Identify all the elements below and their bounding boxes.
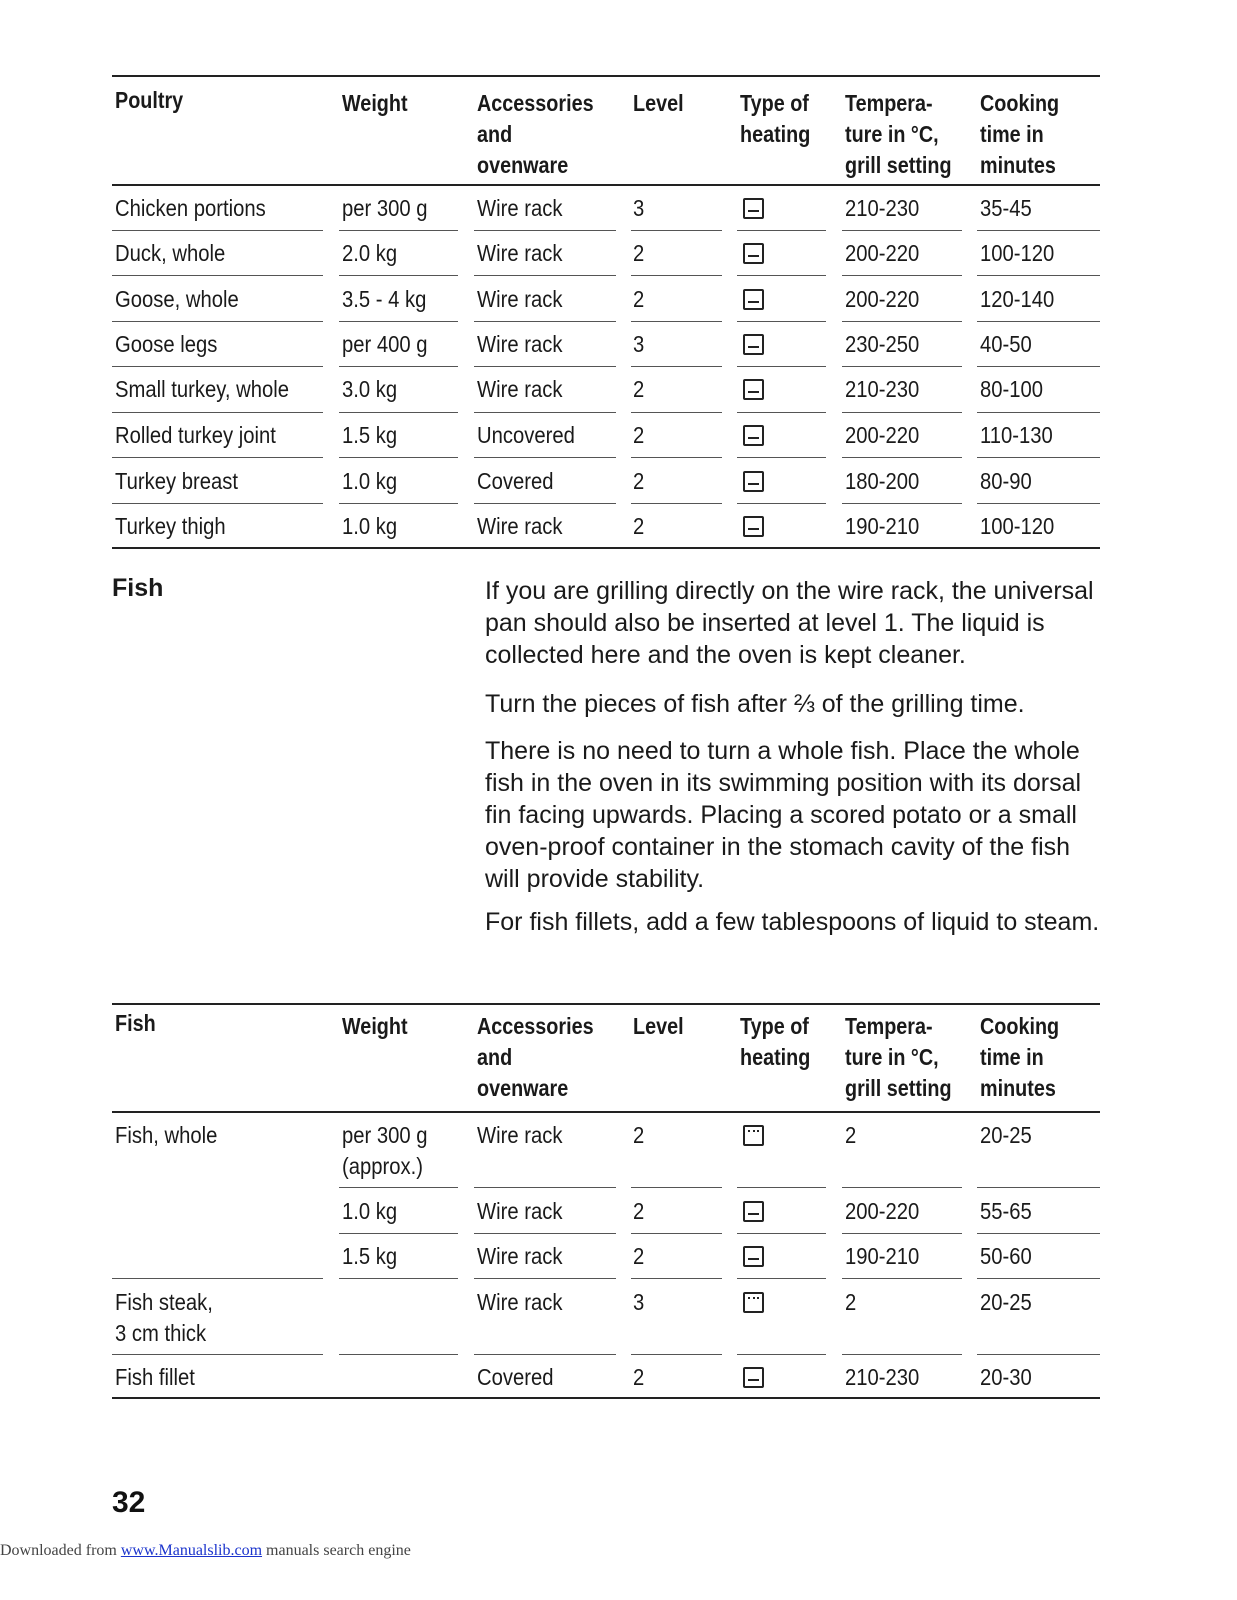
column-header-temperature: Tempera- ture in °C, grill setting	[845, 1013, 952, 1101]
cell-cooking-time: 55-65	[980, 1198, 1032, 1224]
header-bottom-rule	[112, 184, 1100, 186]
column-header-level: Level	[633, 90, 684, 116]
row-separator	[631, 1278, 722, 1279]
manualslib-link[interactable]: www.Manualslib.com	[120, 1542, 263, 1559]
row-separator	[474, 457, 616, 458]
row-separator	[631, 457, 722, 458]
top-bottom-heat-icon	[743, 1246, 764, 1267]
footer-prefix: Downloaded from	[0, 1542, 121, 1559]
row-separator	[842, 1354, 962, 1355]
row-separator	[339, 1354, 458, 1355]
cell-level: 2	[633, 240, 645, 266]
row-separator	[977, 503, 1100, 504]
top-bottom-heat-icon	[743, 198, 764, 219]
cell-temperature: 190-210	[845, 1243, 920, 1269]
cell-weight: 3.5 - 4 kg	[342, 286, 427, 312]
cell-temperature: 190-210	[845, 513, 920, 539]
cell-food: Turkey breast	[115, 468, 238, 494]
fish-paragraph: There is no need to turn a whole fish. Place the whole fish in the oven in its swimming position with its dorsal fin facing upwards. Placing a scored potato or a small oven-proof container in the stomach cavity of the fish will provide stability.	[485, 737, 1082, 893]
cell-accessory: Uncovered	[477, 422, 575, 448]
top-bottom-heat-icon	[743, 1201, 764, 1222]
row-separator	[474, 1187, 616, 1188]
row-separator	[631, 503, 722, 504]
fish-section-label: Fish	[112, 574, 164, 602]
column-header-accessory: Accessories and ovenware	[477, 1013, 594, 1101]
row-separator	[631, 412, 722, 413]
row-separator	[339, 275, 458, 276]
row-separator	[737, 321, 826, 322]
row-separator	[474, 230, 616, 231]
row-separator	[737, 1278, 826, 1279]
cell-cooking-time: 100-120	[980, 240, 1055, 266]
row-separator	[977, 1187, 1100, 1188]
column-header-accessory: Accessories and ovenware	[477, 90, 594, 178]
row-separator	[631, 366, 722, 367]
cell-level: 3	[633, 195, 645, 221]
row-separator	[112, 412, 323, 413]
row-separator	[474, 1233, 616, 1234]
row-separator	[977, 230, 1100, 231]
row-separator	[631, 321, 722, 322]
header-bottom-rule	[112, 1111, 1100, 1113]
row-separator	[474, 1354, 616, 1355]
cell-cooking-time: 20-25	[980, 1289, 1032, 1315]
cell-temperature: 180-200	[845, 468, 920, 494]
cell-temperature: 2	[845, 1122, 857, 1148]
row-separator	[112, 503, 323, 504]
cell-level: 2	[633, 286, 645, 312]
cell-accessory: Wire rack	[477, 1243, 563, 1269]
top-bottom-heat-icon	[743, 379, 764, 400]
row-separator	[631, 275, 722, 276]
cell-weight: 1.0 kg	[342, 1198, 398, 1224]
cell-cooking-time: 40-50	[980, 331, 1032, 357]
row-separator	[112, 275, 323, 276]
cell-food: Small turkey, whole	[115, 376, 289, 402]
cell-temperature: 200-220	[845, 286, 920, 312]
table-bottom-rule	[112, 1397, 1100, 1399]
download-footer	[0, 1542, 411, 1560]
cell-weight: per 300 g (approx.)	[342, 1122, 428, 1179]
column-header-cooking-time: Cooking time in minutes	[980, 90, 1060, 178]
cell-temperature: 230-250	[845, 331, 920, 357]
cell-accessory: Wire rack	[477, 331, 563, 357]
cell-weight: 1.0 kg	[342, 513, 398, 539]
grill-icon	[743, 1292, 764, 1313]
cell-cooking-time: 20-25	[980, 1122, 1032, 1148]
cell-weight: per 400 g	[342, 331, 428, 357]
row-separator	[339, 457, 458, 458]
row-separator	[339, 503, 458, 504]
cell-temperature: 2	[845, 1289, 857, 1315]
row-separator	[474, 503, 616, 504]
cell-temperature: 200-220	[845, 422, 920, 448]
row-separator	[977, 275, 1100, 276]
cell-weight: 1.0 kg	[342, 468, 398, 494]
cell-level: 2	[633, 1122, 645, 1148]
cell-level: 3	[633, 331, 645, 357]
cell-weight: 1.5 kg	[342, 1243, 398, 1269]
column-header-food: Poultry	[115, 87, 184, 113]
row-separator	[737, 503, 826, 504]
row-separator	[112, 366, 323, 367]
column-header-heating: Type of heating	[740, 90, 811, 147]
row-separator	[339, 230, 458, 231]
top-bottom-heat-icon	[743, 471, 764, 492]
row-separator	[842, 412, 962, 413]
top-bottom-heat-icon	[743, 1367, 764, 1388]
cell-cooking-time: 50-60	[980, 1243, 1032, 1269]
cell-cooking-time: 100-120	[980, 513, 1055, 539]
cell-level: 2	[633, 376, 645, 402]
row-separator	[977, 1233, 1100, 1234]
row-separator	[112, 1278, 323, 1279]
grill-icon	[743, 1125, 764, 1146]
row-separator	[842, 503, 962, 504]
cell-cooking-time: 110-130	[980, 422, 1053, 448]
row-separator	[339, 366, 458, 367]
table-bottom-rule	[112, 547, 1100, 549]
cell-weight: 3.0 kg	[342, 376, 398, 402]
row-separator	[737, 1187, 826, 1188]
row-separator	[842, 275, 962, 276]
column-header-heating: Type of heating	[740, 1013, 811, 1070]
cell-food: Duck, whole	[115, 240, 226, 266]
row-separator	[474, 275, 616, 276]
row-separator	[842, 457, 962, 458]
cell-food: Rolled turkey joint	[115, 422, 276, 448]
cell-temperature: 200-220	[845, 240, 920, 266]
row-separator	[474, 366, 616, 367]
row-separator	[977, 1278, 1100, 1279]
cell-temperature: 200-220	[845, 1198, 920, 1224]
top-bottom-heat-icon	[743, 289, 764, 310]
cell-cooking-time: 80-100	[980, 376, 1044, 402]
cell-accessory: Wire rack	[477, 376, 563, 402]
cell-food: Goose legs	[115, 331, 218, 357]
cell-accessory: Covered	[477, 468, 554, 494]
cell-level: 2	[633, 422, 645, 448]
column-header-weight: Weight	[342, 1013, 408, 1039]
row-separator	[112, 321, 323, 322]
row-separator	[842, 1187, 962, 1188]
cell-accessory: Wire rack	[477, 513, 563, 539]
cell-accessory: Wire rack	[477, 240, 563, 266]
table-top-rule	[112, 1003, 1100, 1005]
row-separator	[737, 230, 826, 231]
cell-food: Fish fillet	[115, 1364, 195, 1390]
row-separator	[631, 1233, 722, 1234]
cell-food: Fish, whole	[115, 1122, 218, 1148]
column-header-cooking-time: Cooking time in minutes	[980, 1013, 1060, 1101]
cell-accessory: Covered	[477, 1364, 554, 1390]
row-separator	[842, 366, 962, 367]
column-header-level: Level	[633, 1013, 684, 1039]
row-separator	[631, 230, 722, 231]
cell-accessory: Wire rack	[477, 1122, 563, 1148]
row-separator	[737, 457, 826, 458]
cell-level: 2	[633, 1198, 645, 1224]
cell-food: Turkey thigh	[115, 513, 226, 539]
cell-food: Goose, whole	[115, 286, 239, 312]
cell-accessory: Wire rack	[477, 1198, 563, 1224]
row-separator	[842, 230, 962, 231]
row-separator	[737, 275, 826, 276]
top-bottom-heat-icon	[743, 243, 764, 264]
row-separator	[112, 457, 323, 458]
cell-food: Chicken portions	[115, 195, 266, 221]
column-header-temperature: Tempera- ture in °C, grill setting	[845, 90, 952, 178]
row-separator	[977, 321, 1100, 322]
cell-accessory: Wire rack	[477, 195, 563, 221]
cell-level: 3	[633, 1289, 645, 1315]
cell-cooking-time: 80-90	[980, 468, 1032, 494]
fish-paragraph: For fish fillets, add a few tablespoons of liquid to steam.	[485, 908, 1100, 936]
cell-weight: 1.5 kg	[342, 422, 398, 448]
row-separator	[474, 412, 616, 413]
row-separator	[842, 321, 962, 322]
row-separator	[977, 366, 1100, 367]
row-separator	[977, 1354, 1100, 1355]
cell-temperature: 210-230	[845, 195, 920, 221]
page-number: 32	[112, 1486, 146, 1519]
row-separator	[112, 1354, 323, 1355]
row-separator	[737, 366, 826, 367]
cell-food: Fish steak, 3 cm thick	[115, 1289, 213, 1346]
row-separator	[474, 1278, 616, 1279]
cell-temperature: 210-230	[845, 1364, 920, 1390]
cell-level: 2	[633, 468, 645, 494]
cell-weight: 2.0 kg	[342, 240, 398, 266]
row-separator	[737, 412, 826, 413]
cell-weight: per 300 g	[342, 195, 428, 221]
row-separator	[842, 1233, 962, 1234]
row-separator	[339, 321, 458, 322]
row-separator	[977, 412, 1100, 413]
cell-temperature: 210-230	[845, 376, 920, 402]
row-separator	[977, 457, 1100, 458]
cell-cooking-time: 20-30	[980, 1364, 1032, 1390]
footer-suffix: manuals search engine	[262, 1542, 411, 1559]
cell-level: 2	[633, 1243, 645, 1269]
row-separator	[339, 1278, 458, 1279]
row-separator	[112, 230, 323, 231]
cell-accessory: Wire rack	[477, 1289, 563, 1315]
row-separator	[631, 1354, 722, 1355]
cell-level: 2	[633, 1364, 645, 1390]
row-separator	[474, 321, 616, 322]
fish-paragraph: Turn the pieces of fish after ⅔ of the grilling time.	[485, 690, 1025, 718]
column-header-food: Fish	[115, 1010, 156, 1036]
cell-cooking-time: 35-45	[980, 195, 1032, 221]
table-top-rule	[112, 75, 1100, 77]
cell-accessory: Wire rack	[477, 286, 563, 312]
row-separator	[339, 1233, 458, 1234]
row-separator	[737, 1354, 826, 1355]
column-header-weight: Weight	[342, 90, 408, 116]
row-separator	[339, 1187, 458, 1188]
row-separator	[631, 1187, 722, 1188]
row-separator	[339, 412, 458, 413]
fish-paragraph: If you are grilling directly on the wire rack, the universal pan should also be inserted at level 1. The liquid is collected here and the oven is kept cleaner.	[485, 577, 1094, 669]
row-separator	[737, 1233, 826, 1234]
top-bottom-heat-icon	[743, 334, 764, 355]
top-bottom-heat-icon	[743, 425, 764, 446]
cell-level: 2	[633, 513, 645, 539]
top-bottom-heat-icon	[743, 516, 764, 537]
row-separator	[842, 1278, 962, 1279]
cell-cooking-time: 120-140	[980, 286, 1055, 312]
